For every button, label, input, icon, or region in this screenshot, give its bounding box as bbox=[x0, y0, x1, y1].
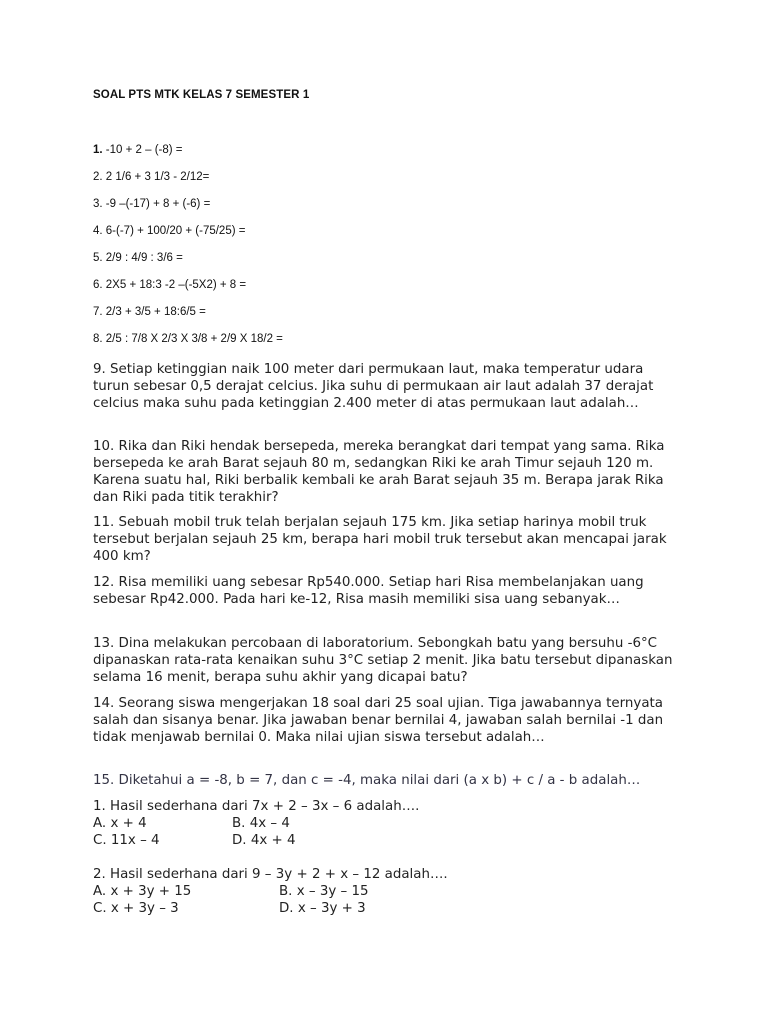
option-b: B. x – 3y – 15 bbox=[279, 884, 369, 899]
option-a: A. x + 3y + 15 bbox=[93, 884, 192, 899]
question-14: 14. Seorang siswa mengerjakan 18 soal dari 25 soal ujian. Tiga jawabannya ternyata salah dan sisanya benar. Jika jawaban benar bernilai 4, jawaban salah bernilai -1 dan tidak menjawab bernilai 0. Maka nilai ujian siswa tersebut adalah… bbox=[93, 696, 664, 745]
question-1 bbox=[93, 144, 183, 156]
question-3: 3. -9 –(-17) + 8 + (-6) = bbox=[93, 198, 211, 210]
question-15: 15. Diketahui a = -8, b = 7, dan c = -4, maka nilai dari (a x b) + c / a - b adalah… bbox=[93, 773, 641, 788]
question-6: 6. 2X5 + 18:3 -2 –(-5X2) + 8 = bbox=[93, 279, 247, 291]
mc-options-row bbox=[93, 815, 693, 832]
mc-question: 2. Hasil sederhana dari 9 – 3y + 2 + x – 12 adalah…. bbox=[93, 867, 448, 882]
question-2: 2. 2 1/6 + 3 1/3 - 2/12= bbox=[93, 171, 210, 183]
question-5: 5. 2/9 : 4/9 : 3/6 = bbox=[93, 252, 183, 264]
question-8: 8. 2/5 : 7/8 X 2/3 X 3/8 + 2/9 X 18/2 = bbox=[93, 333, 283, 345]
question-13: 13. Dina melakukan percobaan di laboratorium. Sebongkah batu yang bersuhu -6°C dipanaskan rata-rata kenaikan suhu 3°C setiap 2 menit. Jika batu tersebut dipanaskan selama 16 menit, berapa suhu akhir yang dicapai batu? bbox=[93, 636, 673, 685]
document-title: SOAL PTS MTK KELAS 7 SEMESTER 1 bbox=[93, 89, 310, 101]
question-9: 9. Setiap ketinggian naik 100 meter dari permukaan laut, maka temperatur udara turun sebesar 0,5 derajat celcius. Jika suhu di permukaan air laut adalah 37 derajat celcius maka suhu pada ketinggian 2.400 meter di atas permukaan laut adalah… bbox=[93, 362, 654, 411]
question-7: 7. 2/3 + 3/5 + 18:6/5 = bbox=[93, 306, 206, 318]
question-4: 4. 6-(-7) + 100/20 + (-75/25) = bbox=[93, 225, 246, 237]
mc-question: 1. Hasil sederhana dari 7x + 2 – 3x – 6 adalah…. bbox=[93, 799, 420, 814]
mc-options-row bbox=[93, 832, 693, 849]
option-c: C. 11x – 4 bbox=[93, 833, 160, 848]
question-11: 11. Sebuah mobil truk telah berjalan sejauh 175 km. Jika setiap harinya mobil truk tersebut berjalan sejauh 25 km, berapa hari mobil truk tersebut akan mencapai jarak 400 km? bbox=[93, 515, 667, 564]
option-d: D. 4x + 4 bbox=[232, 833, 296, 848]
option-c: C. x + 3y – 3 bbox=[93, 901, 179, 916]
mc-options-row bbox=[93, 883, 693, 900]
multiple-choice-2 bbox=[93, 866, 693, 917]
question-12: 12. Risa memiliki uang sebesar Rp540.000. Setiap hari Risa membelanjakan uang sebesar Rp42.000. Pada hari ke-12, Risa masih memiliki sisa uang sebanyak… bbox=[93, 575, 644, 607]
question-10: 10. Rika dan Riki hendak bersepeda, mereka berangkat dari tempat yang sama. Rika bersepeda ke arah Barat sejauh 80 m, sedangkan Riki ke arah Timur sejauh 120 m. Karena suatu hal, Riki berbalik kembali ke arah Barat sejauh 35 m. Berapa jarak Rika dan Riki pada titik terakhir? bbox=[93, 439, 665, 505]
mc-options-row bbox=[93, 900, 693, 917]
question-text: -10 + 2 – (-8) = bbox=[102, 144, 183, 156]
question-number: 1. bbox=[93, 144, 103, 156]
option-a: A. x + 4 bbox=[93, 816, 147, 831]
option-b: B. 4x – 4 bbox=[232, 816, 290, 831]
option-d: D. x – 3y + 3 bbox=[279, 901, 366, 916]
multiple-choice-1 bbox=[93, 798, 693, 849]
